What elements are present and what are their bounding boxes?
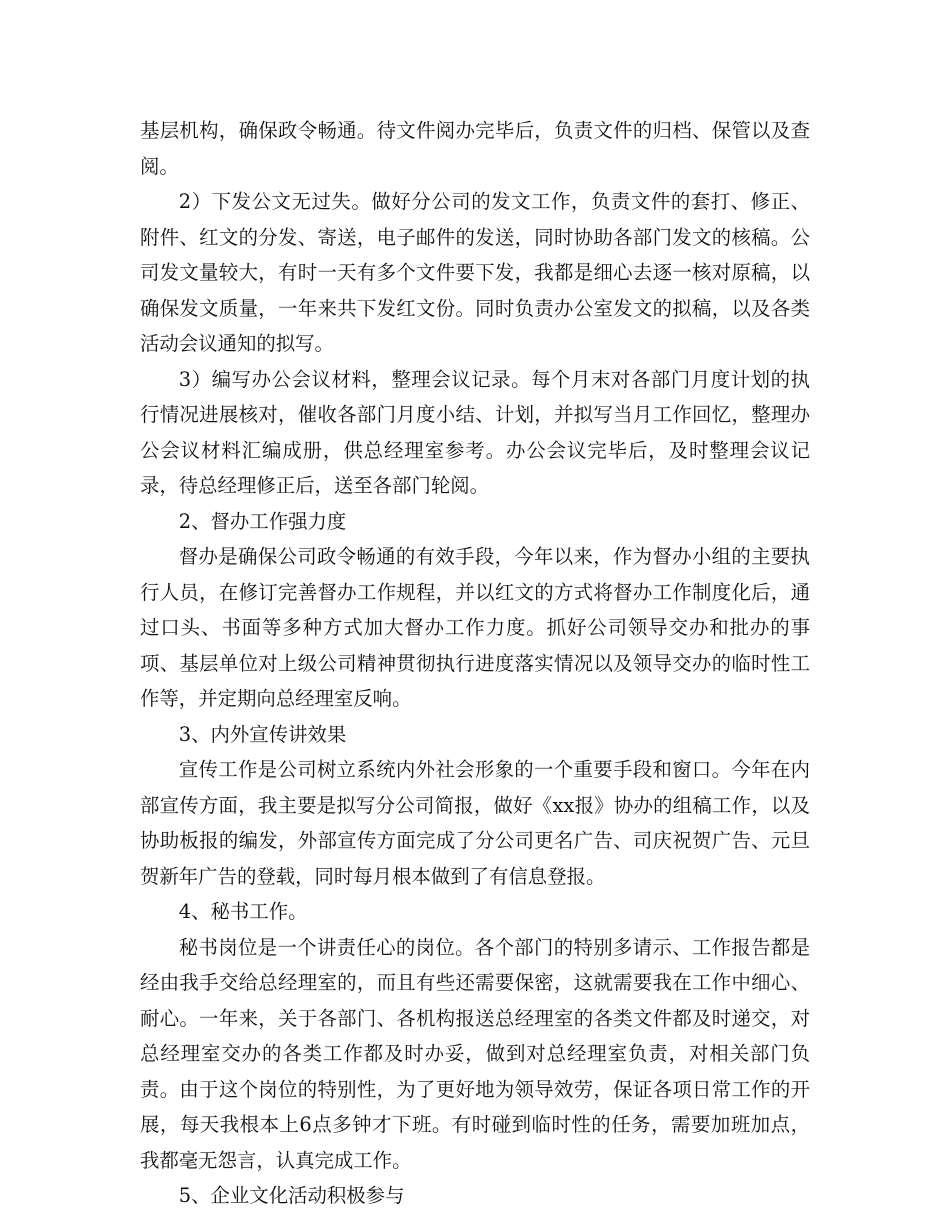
paragraph-continuation: 基层机构，确保政令畅通。待文件阅办完毕后，负责文件的归档、保管以及查阅。 <box>140 119 810 178</box>
section-heading-publicity: 3、内外宣传讲效果 <box>178 722 347 746</box>
paragraph-outgoing-documents: 2）下发公文无过失。做好分公司的发文工作，负责文件的套打、修正、附件、红文的分发、寄送，电子邮件的发送，同时协助各部门发文的核稿。公司发文量较大，有时一天有多个文件要下发，我都是细心去逐一核对原稿，以确保发文质量，一年来共下发红文份。同时负责办公室发文的拟稿，以及各类活动会议通知的拟写。 <box>140 190 810 355</box>
section-heading-culture: 5、企业文化活动积极参与 <box>178 1184 405 1207</box>
paragraph-meeting-materials: 3）编写办公会议材料，整理会议记录。每个月末对各部门月度计划的执行情况进展核对，催收各部门月度小结、计划，并拟写当月工作回忆，整理办公会议材料汇编成册，供总经理室参考。办公会议完毕后，及时整理会议记录，待总经理修正后，送至各部门轮阅。 <box>140 367 810 497</box>
section-heading-secretary: 4、秘书工作。 <box>178 900 308 923</box>
paragraph-supervision: 督办是确保公司政令畅通的有效手段，今年以来，作为督办小组的主要执行人员，在修订完善督办工作规程，并以红文的方式将督办工作制度化后，通过口头、书面等多种方式加大督办工作力度。抓好公司领导交办和批办的事项、基层单位对上级公司精神贯彻执行进度落实情况以及领导交办的临时性工作等，并定期向总经理室反响。 <box>140 545 810 710</box>
paragraph-secretary: 秘书岗位是一个讲责任心的岗位。各个部门的特别多请示、工作报告都是经由我手交给总经理室的，而且有些还需要保密，这就需要我在工作中细心、耐心。一年来，关于各部门、各机构报送总经理室的各类文件都及时递交，对总经理室交办的各类工作都及时办妥，做到对总经理室负责，对相关部门负责。由于这个岗位的特别性，为了更好地为领导效劳，保证各项日常工作的开展，每天我根本上6点多钟才下班。有时碰到临时性的任务，需要加班加点，我都毫无怨言，认真完成工作。 <box>140 935 810 1172</box>
paragraph-publicity: 宣传工作是公司树立系统内外社会形象的一个重要手段和窗口。今年在内部宣传方面，我主要是拟写分公司简报，做好《xx报》协办的组稿工作，以及协助板报的编发，外部宣传方面完成了分公司更名广告、司庆祝贺广告、元旦贺新年广告的登载，同时每月根本做到了有信息登报。 <box>140 758 810 888</box>
section-heading-supervision: 2、督办工作强力度 <box>178 509 347 533</box>
